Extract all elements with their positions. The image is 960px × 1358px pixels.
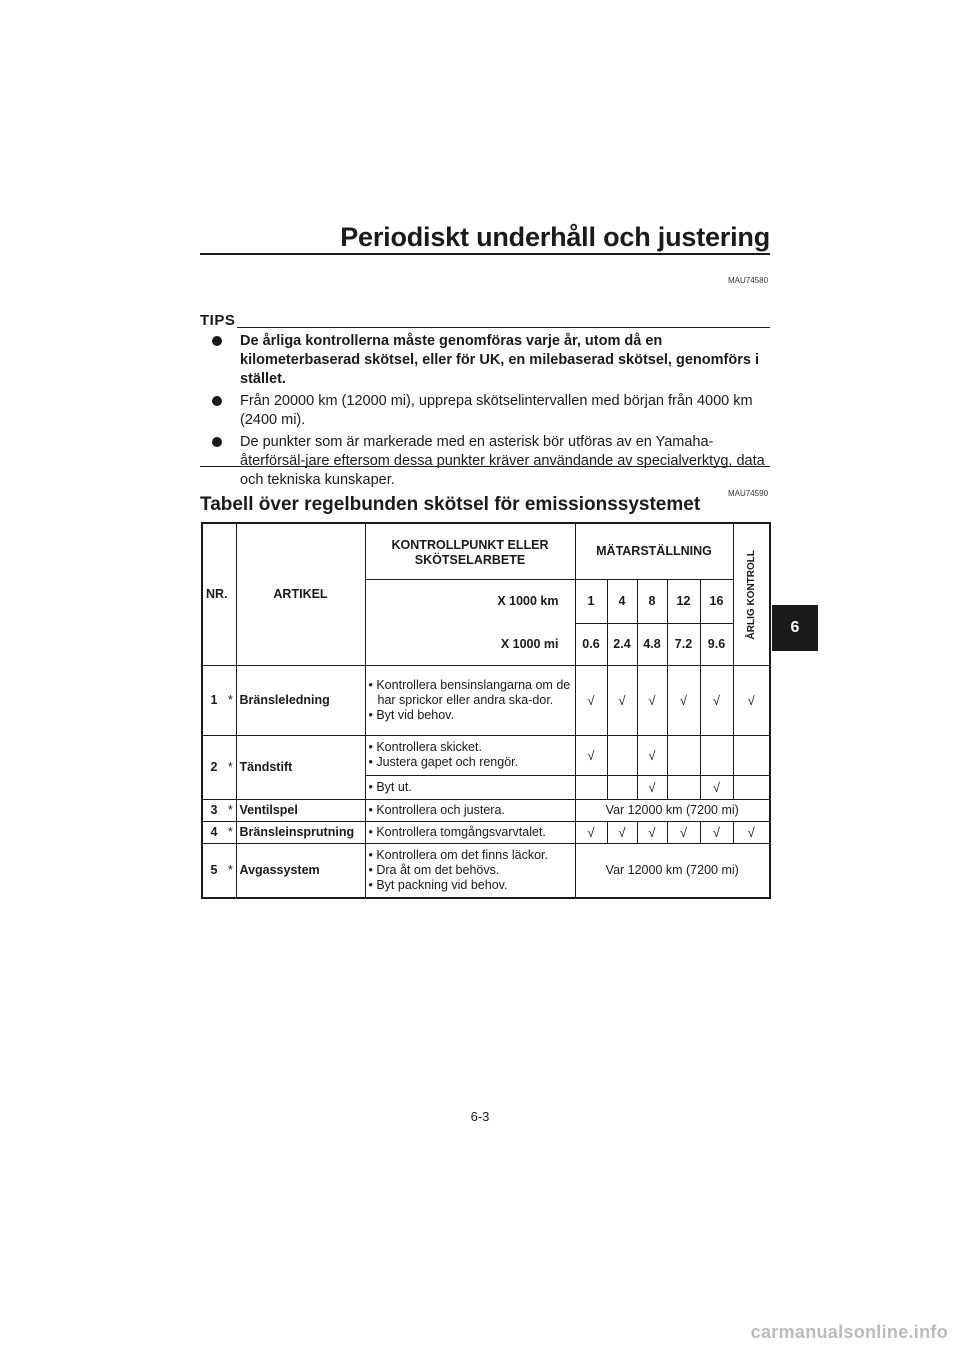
header-matarstallning: MÄTARSTÄLLNING [575, 523, 733, 579]
header-arlig: ÅRLIG KONTROLL [745, 549, 757, 639]
table-row: 1 * Bränsleledning • Kontrollera bensinslangarna om de har sprickor eller andra ska-dor. • Byt vid behov. √ √ √ √ √ √ [202, 665, 770, 735]
item-name: Avgassystem [236, 843, 365, 898]
mi-value: 7.2 [667, 623, 700, 665]
mi-value: 0.6 [575, 623, 607, 665]
check-mark: √ [733, 665, 770, 735]
interval-text: Var 12000 km (7200 mi) [575, 799, 770, 821]
check-mark: √ [667, 821, 700, 843]
header-arlig-cell [733, 523, 770, 665]
check-mark: √ [700, 821, 733, 843]
tips-label: TIPS [200, 312, 236, 329]
reference-code: MAU74580 [728, 276, 769, 285]
item-name: Bränsleledning [236, 665, 365, 735]
header-mi-label: X 1000 mi [365, 623, 575, 665]
check-mark: √ [667, 665, 700, 735]
interval-text: Var 12000 km (7200 mi) [575, 843, 770, 898]
km-value: 8 [637, 579, 667, 623]
check-mark: √ [607, 665, 637, 735]
check-mark: √ [607, 821, 637, 843]
bullet-icon [212, 336, 222, 346]
table-row: 4 * Bränsleinsprutning • Kontrollera tomgångsvarvtalet. √ √ √ √ √ √ [202, 821, 770, 843]
check-mark: √ [575, 735, 607, 775]
table-row: 5 * Avgassystem • Kontrollera om det finns läckor. • Dra åt om det behövs. • Byt packning vid behov. Var 12000 km (7200 mi) [202, 843, 770, 898]
item-name: Ventilspel [236, 799, 365, 821]
reference-code: MAU74590 [728, 489, 769, 498]
header-kontroll: KONTROLLPUNKT ELLER SKÖTSELARBETE [365, 523, 575, 579]
check-mark: √ [733, 821, 770, 843]
page-title: Periodiskt underhåll och justering [340, 222, 770, 252]
watermark: carmanualsonline.info [750, 1322, 948, 1342]
item-name: Tändstift [236, 735, 365, 799]
bullet-icon [212, 437, 222, 447]
chapter-tab: 6 [772, 605, 818, 651]
km-value: 12 [667, 579, 700, 623]
check-mark: √ [637, 821, 667, 843]
header-nr: NR. [202, 523, 225, 665]
tips-item: Från 20000 km (12000 mi), upprepa skötselintervallen med början från 4000 km (2400 mi). [210, 392, 770, 430]
km-value: 16 [700, 579, 733, 623]
mi-value: 9.6 [700, 623, 733, 665]
check-mark: √ [637, 665, 667, 735]
bullet-icon [212, 396, 222, 406]
section-heading: Tabell över regelbunden skötsel för emissionssystemet [200, 494, 701, 515]
km-value: 1 [575, 579, 607, 623]
check-mark: √ [575, 665, 607, 735]
km-value: 4 [607, 579, 637, 623]
mi-value: 2.4 [607, 623, 637, 665]
tips-item: De punkter som är markerade med en asterisk bör utföras av en Yamaha-återförsäl-jare eftersom dessa punkter kräver användande av specialverktyg, data och tekniska kunskaper. [210, 433, 770, 490]
tips-bottom-rule [200, 466, 770, 467]
tips-item: De årliga kontrollerna måste genomföras varje år, utom då en kilometerbaserad skötsel, eller för UK, en milebaserad skötsel, genomförs i stället. [210, 332, 770, 389]
table-row: • Byt ut. √ √ [202, 775, 770, 799]
check-mark: √ [637, 735, 667, 775]
check-mark: √ [637, 775, 667, 799]
tips-list [210, 332, 770, 493]
tips-rule [237, 327, 770, 328]
item-name: Bränsleinsprutning [236, 821, 365, 843]
table-row: 3 * Ventilspel • Kontrollera och justera. Var 12000 km (7200 mi) [202, 799, 770, 821]
mi-value: 4.8 [637, 623, 667, 665]
table-row: 2 * Tändstift • Kontrollera skicket. • Justera gapet och rengör. √ √ [202, 735, 770, 775]
check-mark: √ [575, 821, 607, 843]
title-rule [200, 253, 770, 255]
header-artikel: ARTIKEL [236, 523, 365, 665]
maintenance-table [201, 522, 771, 899]
page-number: 6-3 [470, 1109, 490, 1124]
check-mark: √ [700, 775, 733, 799]
header-km-label: X 1000 km [365, 579, 575, 623]
check-mark: √ [700, 665, 733, 735]
